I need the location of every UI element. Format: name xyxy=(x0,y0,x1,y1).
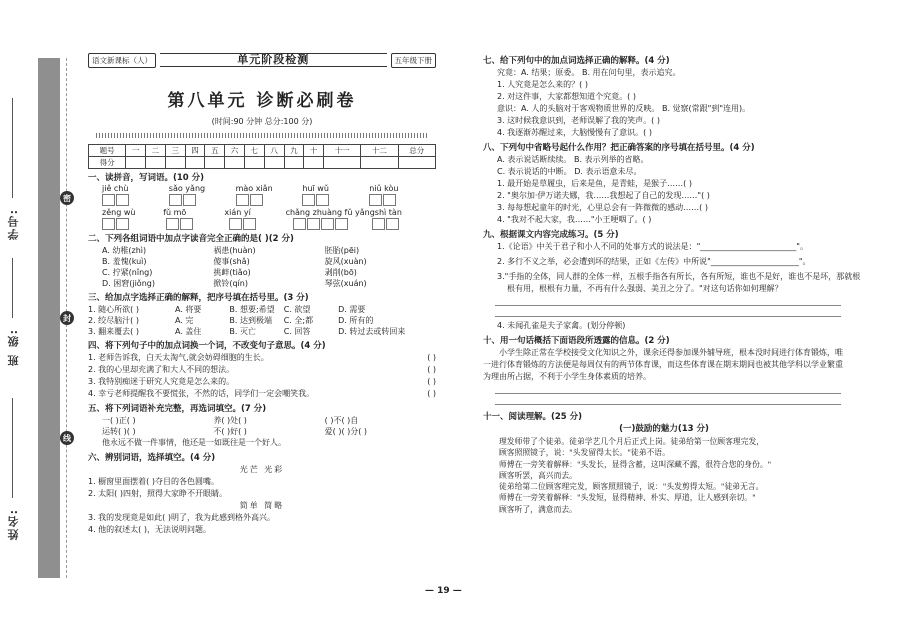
option-text: D. 困窘(jiǒng) xyxy=(102,279,155,288)
fill-blank: 不( )好( ) xyxy=(213,427,247,436)
character-grid[interactable] xyxy=(102,194,169,206)
score-input-cell[interactable] xyxy=(185,157,205,169)
section-1-title: 一、读拼音，写词语。(10 分) xyxy=(88,173,205,183)
question-text: 1. 老师告诉我，白天太淘气,就会妨碍细胞的生长。 xyxy=(88,353,269,362)
question-text: 4. 他的叙述太( )，无法说明问题。 xyxy=(88,525,211,534)
question-text: 2. "奥尔加·伊万诺夫娜，我……我想起了自己的发现……"( ) xyxy=(497,191,710,200)
section-8-title: 八、下列句中省略号起什么作用？把正确答案的序号填在括号里。(4 分) xyxy=(483,143,755,153)
section-8-options-a: A. 表示说话断续续。 B. 表示列举的省略。 xyxy=(497,155,649,164)
section-4-title: 四、将下列句子中的加点词换一个词，不改变句子意思。(4 分) xyxy=(88,341,326,351)
option-text: C. 回答 xyxy=(283,327,311,336)
option-row xyxy=(88,267,436,278)
option-row xyxy=(88,278,436,289)
option-text: 3. 翻来覆去( ) xyxy=(88,327,139,336)
story-line: 顾客听了，满意而去。 xyxy=(499,504,577,514)
score-input-cell[interactable] xyxy=(264,157,284,169)
seal-mark-2: 封 xyxy=(60,311,74,325)
pinyin-text: fǔ mō xyxy=(163,208,187,217)
section-5-sentence: 他永远不做一件事情，他还是一如既往是一个好人。 xyxy=(102,438,286,447)
score-header-cell: 五 xyxy=(205,145,225,157)
seal-mark-1: 密 xyxy=(60,191,74,205)
grid-cell[interactable] xyxy=(243,218,256,230)
section-9-item-4: 4. 未闻孔雀是夫子家禽。(划分停顿) xyxy=(497,321,626,330)
binding-bar xyxy=(38,58,60,578)
score-input-cell[interactable] xyxy=(205,157,225,169)
grid-cell[interactable] xyxy=(229,218,242,230)
option-text: B. 想要;希望 xyxy=(229,305,275,314)
grid-cell[interactable] xyxy=(372,218,385,230)
pinyin-text: huī wǔ xyxy=(302,184,329,193)
section-10-title: 十、用一句话概括下面语段所透露的信息。(2 分) xyxy=(483,336,670,346)
option-text: B. 羞愧(kuì) xyxy=(102,257,147,266)
section-8-options-b: C. 表示说话的中断。 D. 表示语意未尽。 xyxy=(497,167,642,176)
character-grid[interactable] xyxy=(293,218,373,230)
fill-blank: 爱( )( )分( ) xyxy=(324,427,368,436)
grid-cell[interactable] xyxy=(180,218,193,230)
seal-mark-3: 线 xyxy=(60,431,74,445)
question-text: 1. 人究竟是怎么来的？( ) xyxy=(497,80,588,89)
question-text: 3. 我特别痴迷于研究人究竟是怎么来的。 xyxy=(88,377,235,386)
class-label: 班 级: xyxy=(7,328,20,367)
left-column xyxy=(88,52,436,536)
option-text: 1. 随心所欲( ) xyxy=(88,305,139,314)
score-input-cell[interactable] xyxy=(398,157,435,169)
section-9-item-2: 2. 多行不义之举，必会遭到坏的结果，正如《左传》中所说"______________________"。 xyxy=(497,257,811,266)
grid-cell[interactable] xyxy=(316,194,329,206)
question-row xyxy=(88,364,436,376)
score-input-cell[interactable] xyxy=(165,157,185,169)
option-text: 祸患(huàn) xyxy=(213,246,256,255)
question-row xyxy=(88,352,436,364)
student-no-line xyxy=(12,98,13,198)
character-grid[interactable] xyxy=(169,194,236,206)
option-text: D. 所有的 xyxy=(338,316,374,325)
name-label: 姓名: xyxy=(7,508,20,541)
score-header-cell: 七 xyxy=(244,145,264,157)
score-header-cell: 一 xyxy=(126,145,146,157)
pinyin-text: zěng wù xyxy=(102,208,136,217)
option-text: A. 将要 xyxy=(175,305,202,314)
section-6-title: 六、辨别词语，选择填空。(4 分) xyxy=(88,453,216,463)
option-text: 旋风(xuàn) xyxy=(324,257,367,266)
grid-cell[interactable] xyxy=(236,194,249,206)
character-grid[interactable] xyxy=(229,218,293,230)
score-input-cell[interactable] xyxy=(146,157,166,169)
grid-cell[interactable] xyxy=(369,194,382,206)
score-input-cell[interactable] xyxy=(284,157,304,169)
answer-line[interactable] xyxy=(495,383,841,394)
grid-cell[interactable] xyxy=(169,194,182,206)
pinyin-text: chǎng zhuàng fǔ yǎng xyxy=(285,208,375,217)
question-text: 4. "我对不起大家，我……"小王哽咽了。( ) xyxy=(497,215,652,224)
grid-cell[interactable] xyxy=(302,194,315,206)
option-text: 2. 绞尽脑汁( ) xyxy=(88,316,139,325)
question-text: 3. 我的发现竟是如此( )明了，我为此感到格外高兴。 xyxy=(88,513,275,522)
grid-cell[interactable] xyxy=(321,218,334,230)
fill-blank: 运转( )( ) xyxy=(102,427,136,436)
score-input-cell[interactable] xyxy=(244,157,264,169)
character-grid[interactable] xyxy=(369,194,436,206)
score-input-cell[interactable] xyxy=(225,157,245,169)
grid-cell[interactable] xyxy=(102,194,115,206)
option-text: 胚胎(pēi) xyxy=(324,246,360,255)
word-pair-2: 简单 简略 xyxy=(239,501,285,510)
section-9-item-1: 1.《论语》中关于君子和小人不同的处事方式的说法是："________________________"。 xyxy=(497,242,808,251)
score-input-cell[interactable] xyxy=(126,157,146,169)
fill-blank: ( )不( )自 xyxy=(324,416,359,425)
student-no-label: 学号: xyxy=(7,208,20,241)
answer-paren: ( ) xyxy=(427,365,436,374)
question-text: 2. 我的心里却充满了和大人不同的想法。 xyxy=(88,365,235,374)
pinyin-text: jiě chù xyxy=(102,184,129,193)
grid-cell[interactable] xyxy=(386,218,399,230)
answer-line[interactable] xyxy=(495,394,841,405)
grid-cell[interactable] xyxy=(183,194,196,206)
question-row xyxy=(88,388,436,400)
edition-tag: 语文新课标（人） xyxy=(88,53,156,68)
right-column xyxy=(483,52,861,515)
reading-title: (一)鼓励的魅力(13 分) xyxy=(619,424,709,434)
grid-cell[interactable] xyxy=(116,218,129,230)
grid-cell[interactable] xyxy=(335,218,348,230)
option-text: A. 完 xyxy=(175,316,194,325)
question-text: 4. 我逐渐苏醒过来，大脑慢慢有了意识。( ) xyxy=(497,128,652,137)
option-text: C. 全;都 xyxy=(283,316,314,325)
score-header-cell: 六 xyxy=(225,145,245,157)
option-text: B. 灭亡 xyxy=(229,327,256,336)
name-line xyxy=(12,398,13,498)
score-header-cell: 十二 xyxy=(361,145,398,157)
option-text: D. 转过去或转回来 xyxy=(338,327,406,336)
story-line: 师傅在一旁笑着解释："头发短，显得精神、朴实、厚道，让人感到亲切。" xyxy=(499,493,756,503)
section-7-options-1: 究竟：A. 结果；原委。 B. 用在问句里，表示追究。 xyxy=(497,68,681,77)
page-title: 第八单元 诊断必刷卷 xyxy=(167,91,357,111)
option-row xyxy=(88,245,436,256)
option-row xyxy=(88,256,436,267)
option-text: A. 幼稚(zhì) xyxy=(102,246,147,255)
pinyin-text: niǔ kòu xyxy=(369,184,399,193)
score-header-cell: 总分 xyxy=(398,145,435,157)
score-header-cell: 二 xyxy=(146,145,166,157)
score-header-cell: 九 xyxy=(284,145,304,157)
question-text: 3. 这时候我意识到，老师误解了我的笑声。( ) xyxy=(497,116,660,125)
question-text: 2. 太阳( )四射，照得大家睁不开眼睛。 xyxy=(88,489,227,498)
grid-cell[interactable] xyxy=(116,194,129,206)
question-text: 2. 对这件事，大家都想知道个究竟。( ) xyxy=(497,92,636,101)
character-grid[interactable] xyxy=(102,218,166,230)
option-text: A. 盖住 xyxy=(175,327,202,336)
section-2-title: 二、下列各组词语中加点字读音完全正确的是( )(2 分) xyxy=(88,234,294,244)
score-header-cell: 八 xyxy=(264,145,284,157)
character-grid[interactable] xyxy=(302,194,369,206)
question-text: 1. 最开始是草履虫，后来是鱼，是青蛙，是猴子……( ) xyxy=(497,179,692,188)
story-line: 理发师带了个徒弟。徒弟学艺几个月后正式上岗。徒弟给第一位顾客理完发， xyxy=(499,437,765,446)
grid-cell[interactable] xyxy=(102,218,115,230)
option-text: 掀铃(qín) xyxy=(213,279,248,288)
pinyin-text: mào xiǎn xyxy=(235,184,273,193)
section-3-title: 三、给加点字选择正确的解释，把序号填在括号里。(3 分) xyxy=(88,293,309,303)
question-row xyxy=(88,376,436,388)
section-9-item-3b: 根有用，根根有力量，不再有什么强弱、美丑之分了。"对这句话你如何理解？ xyxy=(507,284,783,293)
grid-cell[interactable] xyxy=(250,194,263,206)
option-text: 傻事(shǎ) xyxy=(213,257,250,266)
option-text: B. 达到极端 xyxy=(229,316,272,325)
header-title: 单元阶段检测 xyxy=(160,53,387,67)
answer-line[interactable] xyxy=(495,295,841,306)
option-text: C. 拧紧(nǐng) xyxy=(102,268,153,277)
story-line: 师傅在一旁笑着解释："头发长，显得含蓄，这叫深藏不露，很符合您的身份。" xyxy=(499,459,772,469)
question-text: 1. 橱窗里面摆着( )夺目的各色圆嘴。 xyxy=(88,477,219,486)
pinyin-text: xián yí xyxy=(224,208,251,217)
class-line xyxy=(12,258,13,318)
decorative-band xyxy=(96,133,428,138)
answer-paren: ( ) xyxy=(427,389,436,398)
score-input-cell[interactable] xyxy=(361,157,398,169)
score-header-cell: 三 xyxy=(165,145,185,157)
section-11-title: 十一、阅读理解。(25 分) xyxy=(483,412,583,422)
score-table xyxy=(88,144,436,169)
page-number: — 19 — xyxy=(425,586,462,596)
score-input-cell[interactable] xyxy=(304,157,324,169)
binding-strip xyxy=(0,58,72,578)
grid-cell[interactable] xyxy=(307,218,320,230)
character-grid[interactable] xyxy=(236,194,303,206)
exam-header xyxy=(88,52,436,68)
grid-cell[interactable] xyxy=(293,218,306,230)
question-text: 4. 幸亏老师提醒我不要慌张，不然的话，同学们一定会嘲笑我。 xyxy=(88,389,315,398)
section-7-options-2: 意识：A. 人的头脑对于客观物质世界的反映。 B. 觉察(常跟"到"连用)。 xyxy=(497,104,751,113)
fill-blank: 一( )正( ) xyxy=(102,416,136,425)
section-9-title: 九、根据课文内容完成练习。(5 分) xyxy=(483,230,619,240)
character-grid[interactable] xyxy=(372,218,436,230)
story-line: 顾客听罢，高兴而去。 xyxy=(499,470,577,480)
pinyin-text: sǎo yǎng xyxy=(168,184,206,193)
section-10-paragraph: 小学生除正常在学校接受文化知识之外，课余还得参加课外辅导班，根本没时间进行体育锻炼，唯一进行体育锻炼的方法便是每周仅有的两节体育课，而这些体育课在期末期间也被其他学科以学业繁重为理由所占据，不利于小学生身体素质的培养。 xyxy=(483,348,843,381)
score-header-cell: 题号 xyxy=(89,145,126,157)
question-text: 3. 每每想起童年的时光，心里总会有一阵微微的感动……( ) xyxy=(497,203,708,212)
section-7-title: 七、给下列句中的加点词选择正确的解释。(4 分) xyxy=(483,56,670,66)
option-text: D. 需要 xyxy=(338,305,366,314)
exam-info: (时间:90 分钟 总分:100 分) xyxy=(211,117,313,126)
word-pair-1: 光芒 光彩 xyxy=(239,465,285,474)
answer-paren: ( ) xyxy=(427,377,436,386)
score-input-cell[interactable] xyxy=(324,157,361,169)
story-line: 徒弟给第二位顾客理完发，顾客照照镜子，说："头发剪得太短。"徒弟无言。 xyxy=(499,482,764,492)
section-5-title: 五、将下列词语补充完整，再选词填空。(7 分) xyxy=(88,404,267,414)
grade-tag: 五年级下册 xyxy=(391,53,437,68)
option-text: 剥削(bō) xyxy=(324,268,357,277)
option-text: 琴弦(xuán) xyxy=(324,279,367,288)
option-text: 挑衅(tiǎo) xyxy=(213,268,251,277)
question-row xyxy=(88,326,436,337)
question-row xyxy=(88,304,436,315)
answer-paren: ( ) xyxy=(427,353,436,362)
section-9-item-3a: 3."手指的全体，同人群的全体一样，五根手指各有所长，各有所短，谁也不是好，谁也不是坏，那就根 xyxy=(497,272,861,281)
character-grid[interactable] xyxy=(166,218,230,230)
grid-cell[interactable] xyxy=(166,218,179,230)
pinyin-text: shì tàn xyxy=(374,208,402,217)
option-text: C. 欲望 xyxy=(283,305,311,314)
score-header-cell: 四 xyxy=(185,145,205,157)
question-row xyxy=(88,315,436,326)
score-label-cell: 得分 xyxy=(89,157,126,169)
score-header-cell: 十一 xyxy=(324,145,361,157)
fill-blank: 养( )处( ) xyxy=(213,416,247,425)
grid-cell[interactable] xyxy=(383,194,396,206)
score-header-cell: 十 xyxy=(304,145,324,157)
answer-line[interactable] xyxy=(495,306,841,317)
story-line: 顾客照照镜子，说："头发留得太长。"徒弟不语。 xyxy=(499,448,670,458)
